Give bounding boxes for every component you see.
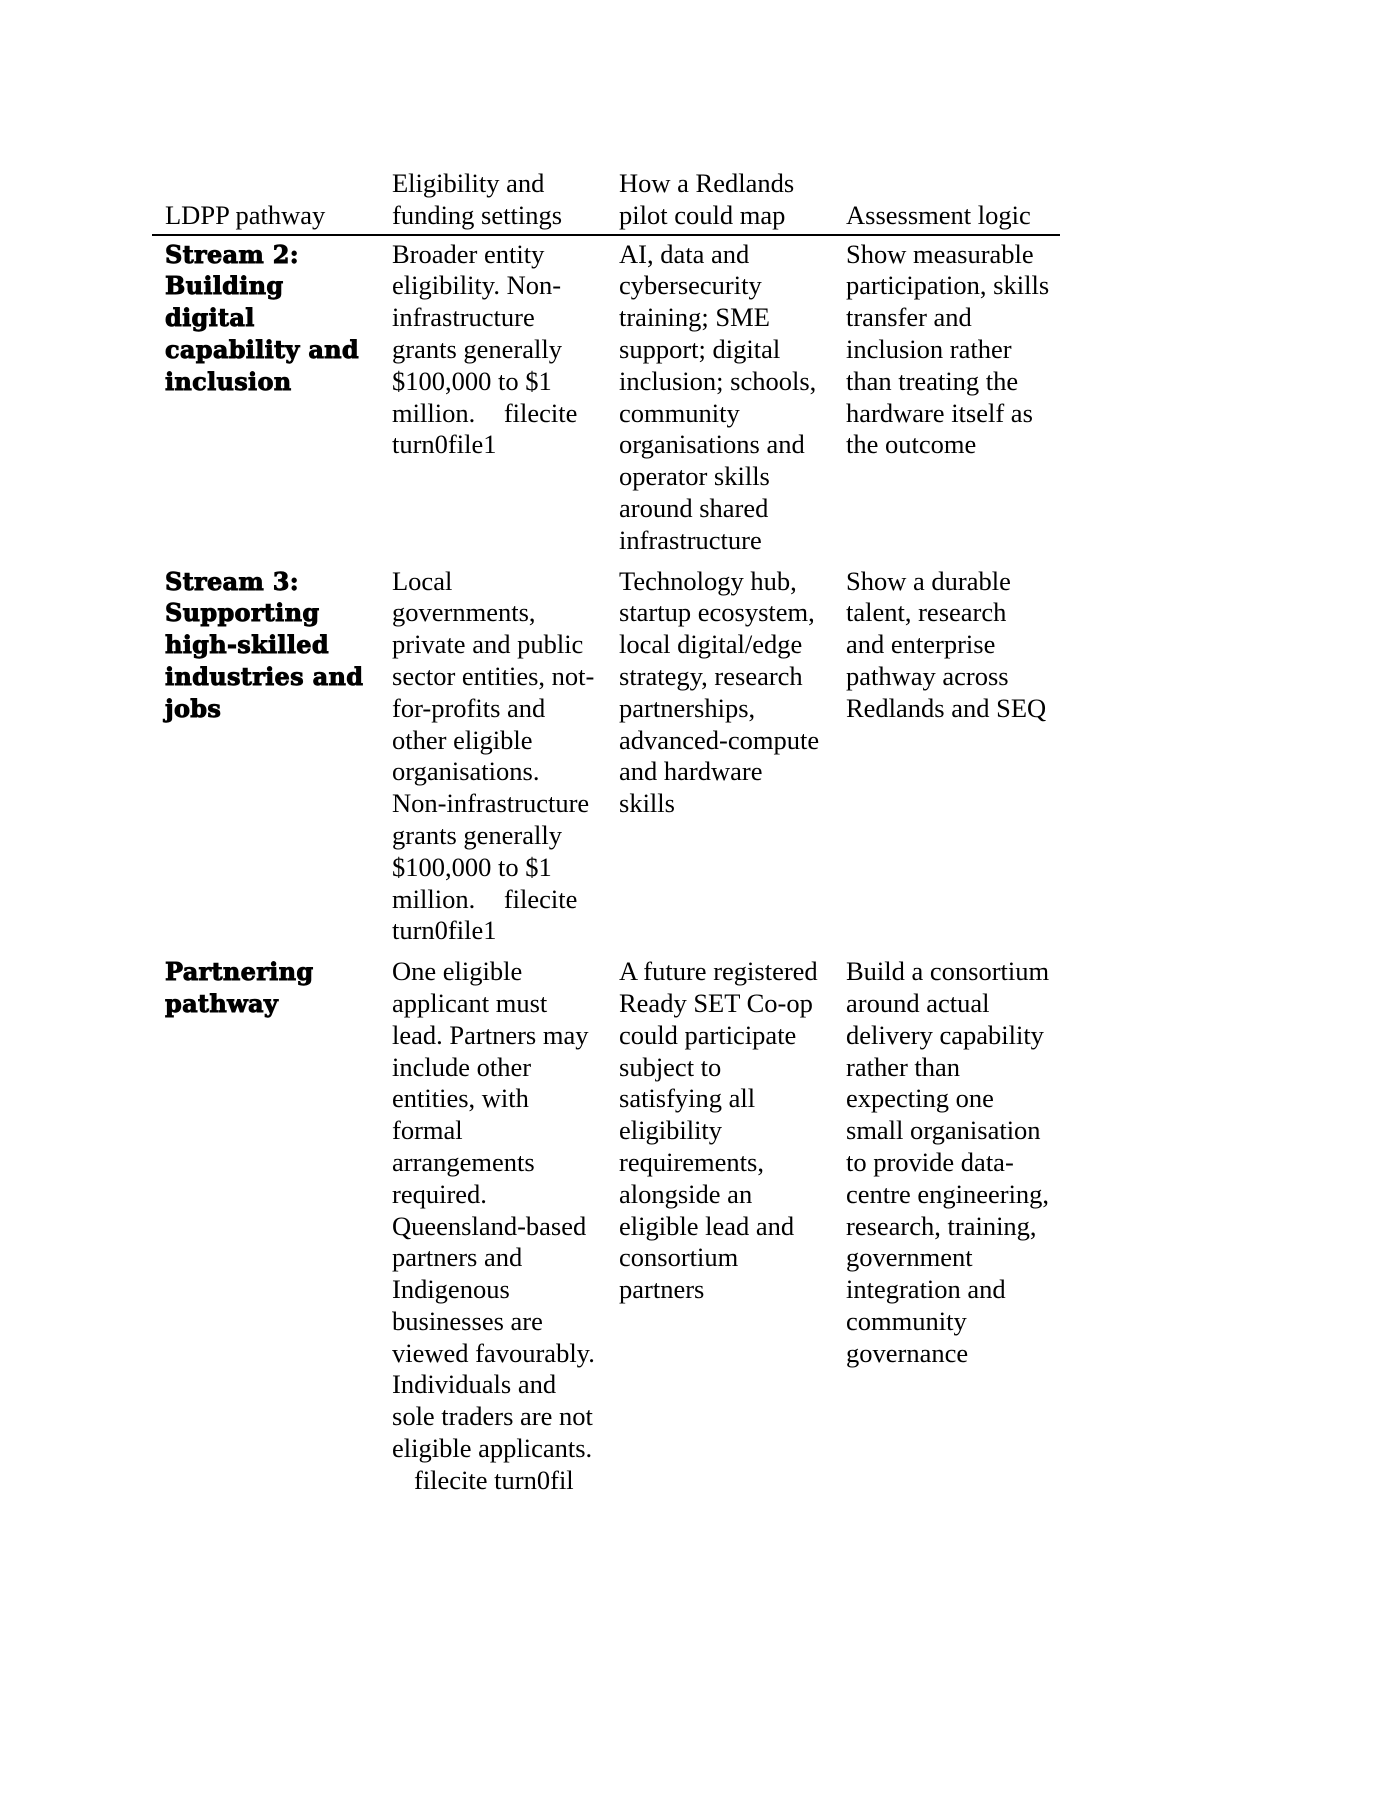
table-body	[152, 235, 1060, 1503]
assessment-cell: Build a consortium around actual delivery capability rather than expecting one small organisation to provide data-centre engineering, research, training, government integration and community governance	[846, 956, 1050, 1368]
pathway-cell: Stream 2: Building digital capability and inclusion	[165, 239, 359, 396]
eligibility-text: One eligible applicant must lead. Partners may include other entities, with formal arrangements required. Queensland-based partners and Indigenous businesses are viewed favourably. Individuals and sole traders are not eligible applicants.	[392, 956, 595, 1464]
eligibility-cell	[379, 953, 606, 1503]
mapping-cell: A future registered Ready SET Co-op could participate subject to satisfying all eligibility requirements, alongside an eligible lead and consortium partners	[619, 956, 818, 1305]
mapping-cell: Technology hub, startup ecosystem, local digital/edge strategy, research partnerships, advanced-compute and hardware skills	[619, 565, 820, 819]
citation-marker: filecite turn0file1	[392, 397, 578, 460]
header-row	[152, 168, 1060, 235]
pathway-cell: Stream 3: Supporting high-skilled industries and jobs	[165, 566, 364, 723]
assessment-cell: Show a durable talent, research and enterprise pathway across Redlands and SEQ	[846, 565, 1047, 723]
table-row	[152, 563, 1060, 954]
eligibility-cell	[379, 563, 606, 954]
pathway-cell: Partnering pathway	[165, 957, 314, 1018]
assessment-cell: Show measurable participation, skills transfer and inclusion rather than treating the hardware itself as the outcome	[846, 238, 1050, 460]
eligibility-text: Broader entity eligibility. Non-infrastructure grants generally $100,000 to $1 million.	[392, 238, 562, 428]
table-row	[152, 953, 1060, 1503]
header-ldpp-pathway: LDPP pathway	[152, 168, 379, 235]
mapping-cell: AI, data and cybersecurity training; SME support; digital inclusion; schools, community organisations and operator skills around shared infrastructure	[619, 238, 817, 555]
header-eligibility: Eligibility and funding settings	[379, 168, 606, 235]
header-assessment-logic: Assessment logic	[833, 168, 1060, 235]
eligibility-text: Local governments, private and public sector entities, not-for-profits and other eligible organisations. Non-infrastructure grants generally $100,000 to $1 million.	[392, 565, 595, 914]
citation-marker: filecite turn0file1	[392, 883, 578, 946]
header-redlands-mapping: How a Redlands pilot could map	[606, 168, 833, 235]
table-row	[152, 235, 1060, 563]
eligibility-cell	[379, 235, 606, 563]
ldpp-pathway-table	[152, 168, 1060, 1503]
table-header	[152, 168, 1060, 235]
citation-marker: filecite turn0fil	[414, 1464, 574, 1495]
